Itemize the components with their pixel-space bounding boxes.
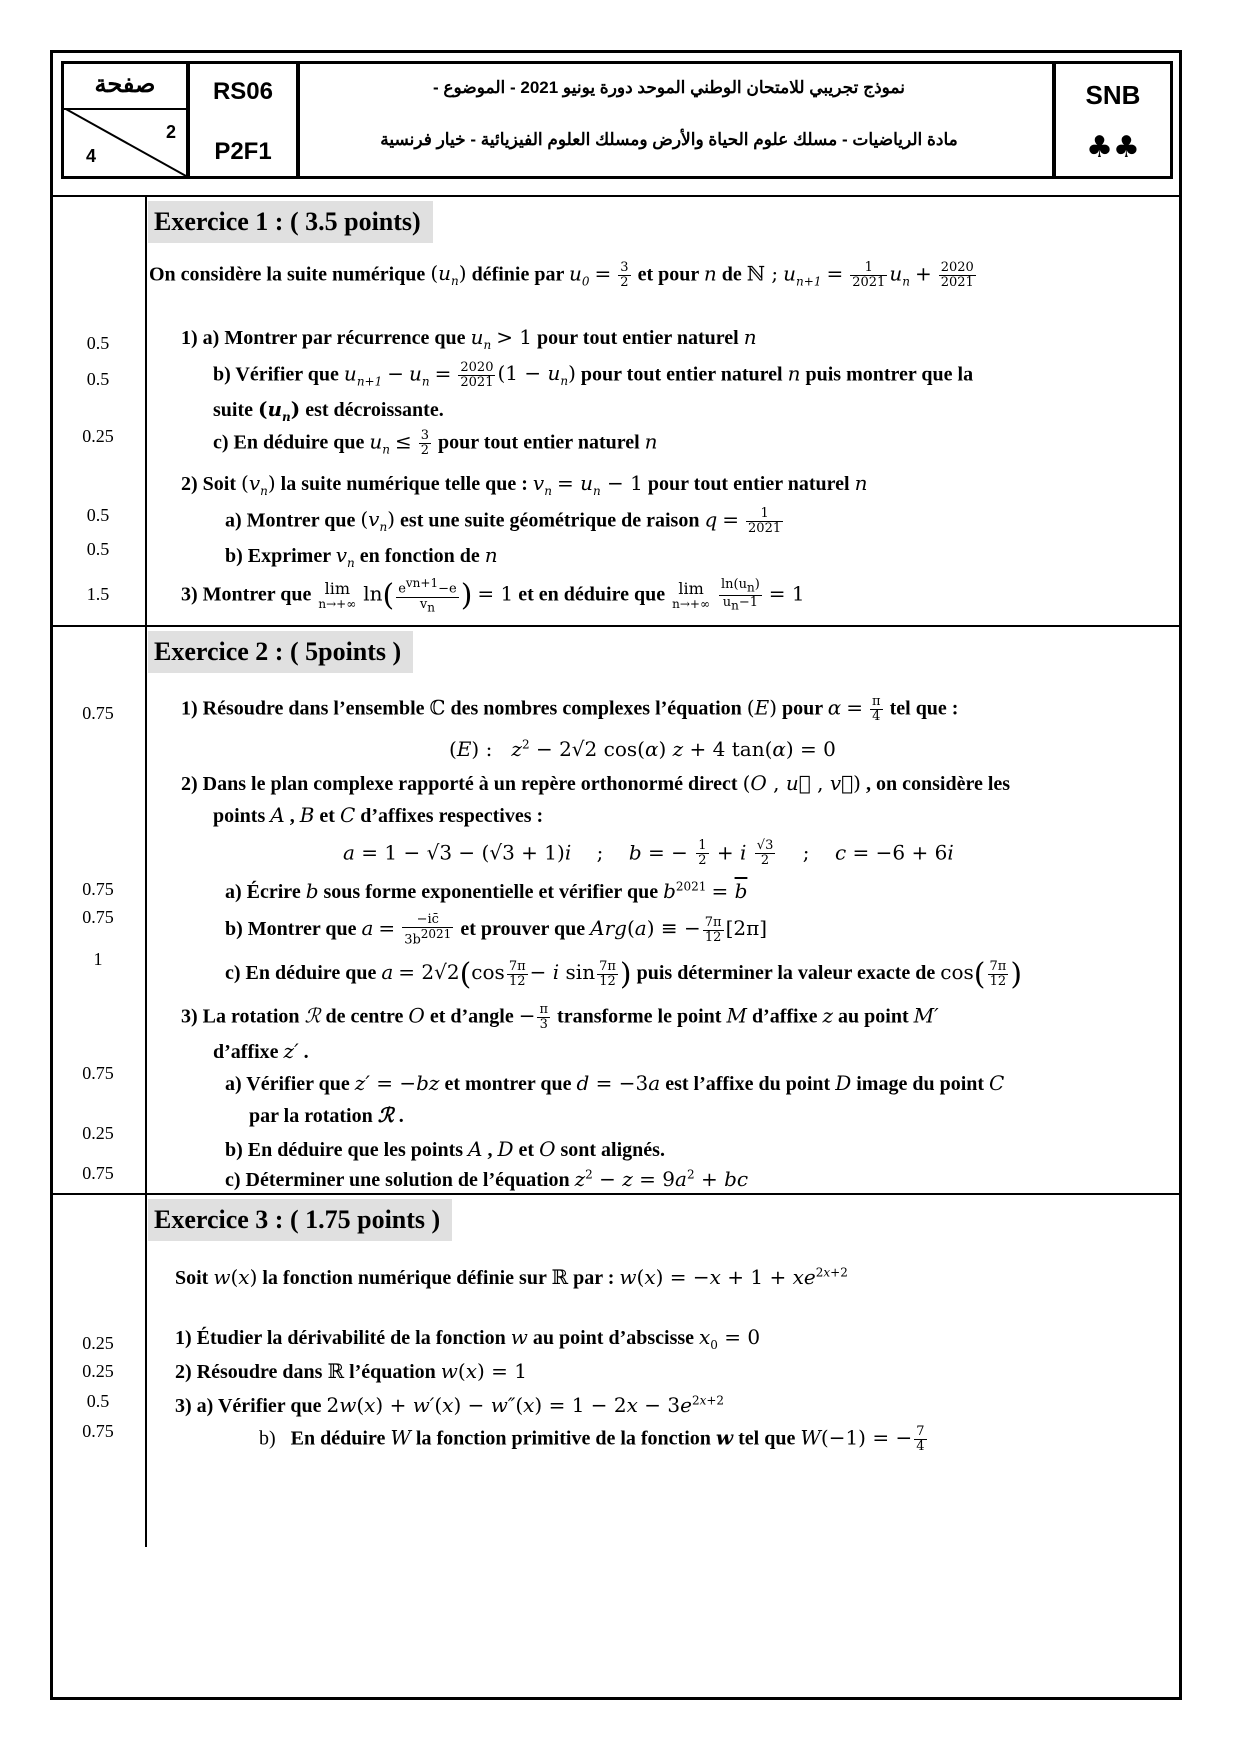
exercise-3-title: Exercice 3 : ( 1.75 points ) <box>148 1199 452 1241</box>
header <box>61 61 1173 191</box>
ex1-q1c: c) En déduire que $u_n$ ≤ $\frac{3}{2}$ pour tout entier naturel n <box>213 428 658 459</box>
ex1-q2: 2) Soit $(v_n)$ la suite numérique telle que : $v_n = u_n - 1$ pour tout entier naturel n <box>181 471 868 498</box>
score: 1 <box>93 949 103 969</box>
exercise-2 <box>53 625 1179 1195</box>
score: 0.75 <box>82 907 114 927</box>
ex3-q3b: b) En déduire W la fonction primitive de la fonction w tel que W(−1) = − $\frac{7}{4}$ <box>259 1424 925 1455</box>
ex1-q1b-l2: suite $(u_n)$ est décroissante. <box>213 397 444 424</box>
score: 1.5 <box>86 584 110 604</box>
ex2-q3c: c) Déterminer une solution de l’équation $z^2 - z = 9a^2$ + bc <box>225 1167 749 1191</box>
ex2-q3: 3) La rotation ℛ de centre O et d’angle − $\frac{\pi}{3}$ transforme le point M d’affixe z au point M′ <box>181 1002 939 1033</box>
score: 0.5 <box>86 369 110 389</box>
ex2-equation: (E) : $z^2 - 2√2$ cos(α) z + 4 tan(α) = 0 <box>449 737 836 761</box>
score: 0.5 <box>86 333 110 353</box>
score: 0.5 <box>86 539 110 559</box>
page-label: صفحة <box>94 71 156 98</box>
score: 0.5 <box>86 1391 110 1411</box>
ex1-q2b: b) Exprimer $v_n$ en fonction de n <box>225 543 498 570</box>
score: 0.75 <box>82 1421 114 1441</box>
ex1-q3: 3) Montrer que lim n→+∞ ln( $\frac{e^{vn+1}-e}{v_n}$ ) = 1 et en déduire que lim n→+∞ $\frac{\ln(u_n)}{u_n-1}$ = 1 <box>181 576 805 615</box>
exam-title: نموذج تجريبي للامتحان الوطني الموحد دورة يونيو 2021 - الموضوع - <box>433 78 905 97</box>
page-total: 4 <box>86 146 97 166</box>
ex2-q2c: c) En déduire que a = 2√2(cos $\frac{7\pi}{12}$ − i sin $\frac{7\pi}{12}$ ) puis déterminer la valeur exacte de cos( $\frac{7\pi}{12}$ ) <box>225 957 1023 992</box>
ex1-q1b: b) Vérifier que $u_{n+1} - u_n$ = $\frac{2020}{2021}$ $(1 - u_n)$ pour tout entier naturel n puis montrer que la <box>213 360 974 391</box>
score: 0.25 <box>82 1361 114 1381</box>
score: 0.25 <box>82 1123 114 1143</box>
exam-subtitle: مادة الرياضيات - مسلك علوم الحياة والأرض ومسلك العلوم الفيزيائية - خيار فرنسية <box>380 130 958 149</box>
score: 0.25 <box>82 426 114 446</box>
score: 0.5 <box>86 505 110 525</box>
page-number: 2 <box>165 122 176 142</box>
brand-box <box>1053 61 1173 179</box>
ex3-q3a: 3) a) Vérifier que $2w(x) + w'(x) - w''(x) = 1 - 2x - 3e^{2x+2}$ <box>175 1393 725 1417</box>
ex2-q2: 2) Dans le plan complexe rapporté à un repère orthonormé direct (O , u⃗ , v⃗) , on considère les <box>181 771 1011 795</box>
code-rs: RS06 <box>212 78 274 105</box>
ex2-q2a: a) Écrire b sous forme exponentielle et vérifier que $b^{2021} = \overline{b}$ <box>225 879 748 903</box>
score: 0.75 <box>82 1063 114 1083</box>
ex2-q3a: a) Vérifier que z′ = −bz et montrer que d = −3a est l’affixe du point D image du point C <box>225 1071 1005 1095</box>
page-box <box>61 61 189 179</box>
club-icon: ♣♣ <box>1086 130 1140 165</box>
ex3-intro: Soit w(x) la fonction numérique définie sur ℝ par : $w(x) = -x + 1 + xe^{2x+2}$ <box>175 1265 848 1289</box>
score: 0.75 <box>82 1163 114 1183</box>
ex2-q3b: b) En déduire que les points A , D et O sont alignés. <box>225 1137 665 1161</box>
ex2-q2b: b) Montrer que a = $\frac{-ic̄}{3b^{2021}}$ et prouver que Arg(a) ≡ − $\frac{7\pi}{12}$ [2π] <box>225 912 768 948</box>
score: 0.75 <box>82 703 114 723</box>
exercise-1-title: Exercice 1 : ( 3.5 points) <box>148 201 433 243</box>
ex3-q2: 2) Résoudre dans ℝ l’équation w(x) = 1 <box>175 1359 527 1383</box>
ex2-q1: 1) Résoudre dans l’ensemble ℂ des nombres complexes l’équation (E) pour α = $\frac{\pi}{4}$ tel que : <box>181 694 959 725</box>
exercise-3 <box>53 1193 1179 1547</box>
exercise-2-title: Exercice 2 : ( 5points ) <box>148 631 413 673</box>
ex1-intro: On considère la suite numérique $(u_n)$ définie par $u_0$ = $\frac{3}{2}$ et pour n de ℕ ; $u_{n+1}$ = $\frac{1}{2021}$ $u_n$ + $\frac{2020}{2021}$ <box>149 260 974 291</box>
ex2-q3-l2: d’affixe z′ . <box>213 1039 309 1063</box>
code-box <box>187 61 299 179</box>
ex1-q2a: a) Montrer que $(v_n)$ est une suite géométrique de raison q = $\frac{1}{2021}$ <box>225 506 782 537</box>
score: 0.75 <box>82 879 114 899</box>
ex2-q3a-l2: par la rotation ℛ . <box>249 1103 404 1127</box>
score: 0.25 <box>82 1333 114 1353</box>
exercise-1 <box>53 195 1179 627</box>
brand-name: SNB <box>1085 80 1141 110</box>
ex2-q2-l2: points A , B et C d’affixes respectives : <box>213 803 544 827</box>
title-box <box>297 61 1055 179</box>
page-frame <box>50 50 1182 1700</box>
ex3-q1: 1) Étudier la dérivabilité de la fonction w au point d’abscisse $x_0 = 0$ <box>175 1325 761 1352</box>
ex2-affixes: a = 1 − √3 − (√3 + 1)i ; b = − $\frac{1}{2}$ + i $\frac{√3}{2}$ ; c = −6 + 6i <box>343 838 954 869</box>
ex1-q1a: 1) a) Montrer par récurrence que $u_n > 1$ pour tout entier naturel n <box>181 325 757 352</box>
code-p: P2F1 <box>214 138 272 165</box>
